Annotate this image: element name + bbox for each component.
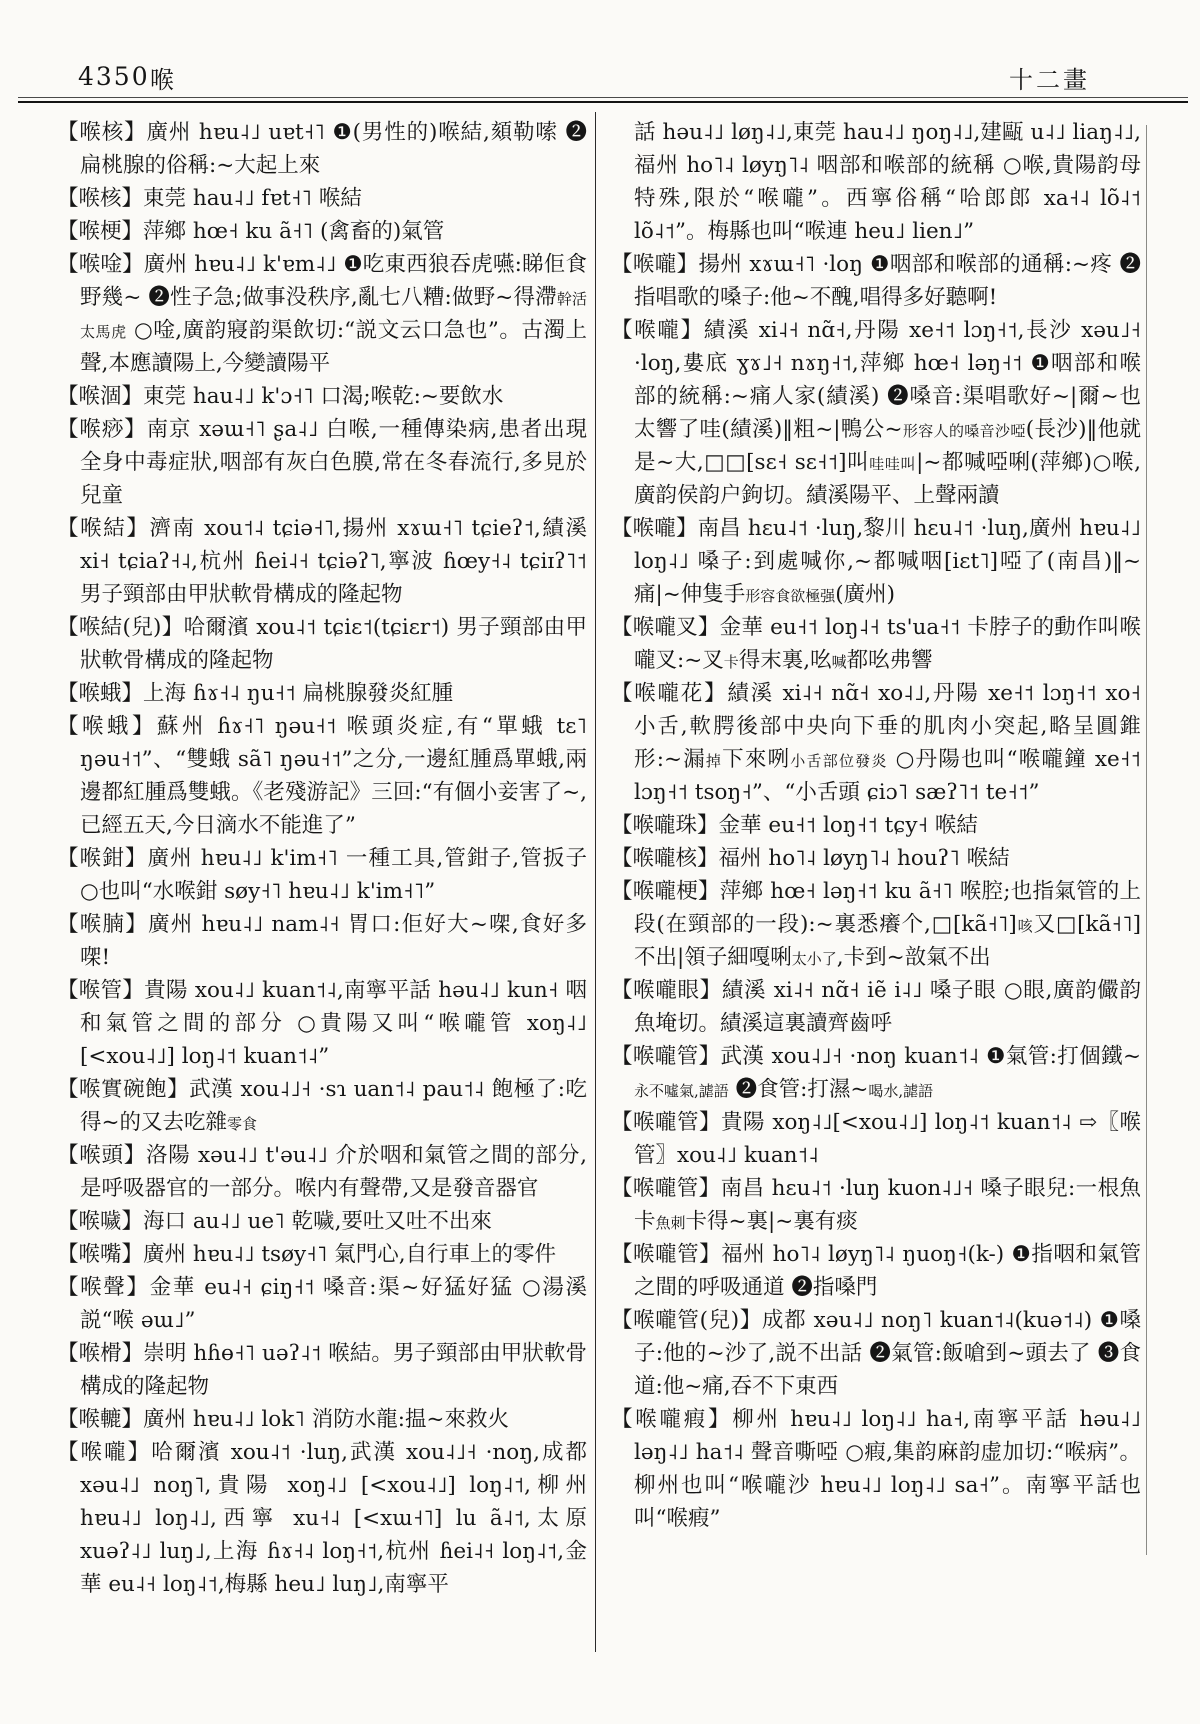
dictionary-entry bbox=[57, 1238, 587, 1271]
dictionary-entry bbox=[611, 1106, 1141, 1172]
entry-body: 南昌 hɛu˨˦ ·luŋ,黎川 hɛu˨˦ ·luŋ,廣州 hɐu˨˩ loŋ˨˩ 嗓子:到處喊你,~都喊咽[iɛt˥]啞了(南昌)‖~痛|~伸隻手形容食欲極强(廣州) bbox=[634, 516, 1141, 607]
dictionary-entry bbox=[57, 1337, 587, 1403]
entry-body: 廣州 hɐu˨˩ k'im˧˥ 一種工具,管鉗子,管扳子 ○也叫“水喉鉗 søy˧˥ hɐu˨˩ k'im˧˥” bbox=[80, 846, 587, 904]
entry-headword: 【喉嚨管】 bbox=[611, 1242, 722, 1267]
entry-headword: 【喉嚨核】 bbox=[611, 846, 719, 871]
guide-word: 喉 bbox=[150, 66, 174, 94]
dictionary-entry bbox=[611, 1238, 1141, 1304]
entry-headword: 【喉梗】 bbox=[57, 219, 144, 244]
entry-body: 績溪 xi˨˧ nɑ̃˧ iẽ i˨˩ 嗓子眼 ○眼,廣韵儼韵魚埯切。績溪這裏讀齊齒呼 bbox=[634, 978, 1141, 1036]
entry-body: 金華 eu˧˦ loŋ˧˦ tɕy˧ 喉結 bbox=[718, 813, 978, 838]
entry-body: 武漢 xou˨˩˧ ·noŋ kuan˦˨ ❶氣管:打個鐵~永不噓氣,謔語 ❷食管:打濕~喝水,謔語 bbox=[634, 1044, 1141, 1102]
entry-headword: 【喉涸】 bbox=[57, 384, 144, 409]
dictionary-entry bbox=[57, 512, 587, 611]
entry-headword: 【喉唫】 bbox=[57, 252, 144, 277]
entry-body: 東莞 hau˨˩ k'ɔ˧˥ 口渴;喉乾:~要飲水 bbox=[143, 384, 504, 409]
entry-headword: 【喉嚨】 bbox=[57, 1440, 152, 1465]
dictionary-entry bbox=[611, 1040, 1141, 1106]
entry-body: 萍鄉 hœ˧ ku ã˧˥ (禽畜的)氣管 bbox=[143, 219, 445, 244]
page-edge-line bbox=[1146, 125, 1147, 1555]
entry-body: 金華 eu˧˦ loŋ˨˧ ts'ua˧˦ 卡脖子的動作叫喉嚨叉:~叉卡得末裏,吆喊都吆弗響 bbox=[634, 615, 1141, 673]
dictionary-entry bbox=[57, 842, 587, 908]
entry-headword: 【喉核】 bbox=[57, 186, 144, 211]
entry-headword: 【喉嚨管】 bbox=[611, 1044, 721, 1069]
entry-headword: 【喉嚨叉】 bbox=[611, 615, 720, 640]
entry-body: 萍鄉 hœ˧ ləŋ˧˦ ku ã˧˥ 喉腔;也指氣管的上段(在頸部的一段):~裏悉癢个,□[kã˧˥]咳又□[kã˧˥]不出|領子細嘎唎太小了,卡到~敨氣不出 bbox=[634, 879, 1141, 970]
entry-body: 福州 ho˥˨ løyŋ˥˨ ŋuoŋ˧(k-) ❶指咽和氣管之間的呼吸通道 ❷指嗓門 bbox=[634, 1242, 1141, 1300]
entry-headword: 【喉核】 bbox=[57, 120, 147, 145]
entry-body: 績溪 xi˨˧ nɑ̃˧ xo˨˩,丹陽 xe˧˦ lɔŋ˧˦ xo˧ 小舌,軟腭後部中央向下垂的肌肉小突起,略呈圓錐形:~漏掉下來咧小舌部位發炎 ○丹陽也叫“喉嚨鐘 xe˧˦ lɔŋ˧˦ tsoŋ˧”、“小舌頭 ɕiɔ˥ sæʔ˥˦ te˧˦” bbox=[634, 681, 1141, 805]
entry-body: 金華 eu˨˧ ɕiŋ˧˦ 嗓音:渠~好猛好猛 ○湯溪説“喉 əɯ˩” bbox=[80, 1275, 587, 1333]
entry-headword: 【喉腩】 bbox=[57, 912, 148, 937]
dictionary-entry bbox=[611, 809, 1141, 842]
entry-headword: 【喉蛾】 bbox=[57, 714, 157, 739]
entry-headword: 【喉痧】 bbox=[57, 417, 147, 442]
dictionary-entry bbox=[611, 974, 1141, 1040]
dictionary-entry bbox=[611, 677, 1141, 809]
dictionary-entry bbox=[57, 1436, 587, 1601]
entry-body: 南昌 hɛu˨˦ ·luŋ kuon˨˩˧ 嗓子眼兒:一根魚卡魚刺卡得~裏|~裏有痰 bbox=[634, 1176, 1141, 1234]
entry-body: 績溪 xi˨˧ nɑ̃˧,丹陽 xe˧˦ lɔŋ˧˦,長沙 xəu˩˧ ·loŋ,婁底 ɣɤ˩˧ nɤŋ˧˦,萍鄉 hœ˧ ləŋ˧˦ ❶咽部和喉部的統稱:~痛人家(績溪) ❷嗓音:渠唱歌好~|爾~也太響了哇(績溪)‖粗~|鴨公~形容人的嗓音沙啞(長沙)‖他就是~大,□□[sɛ˧ sɛ˧˦]叫哇哇叫|~都喊啞唎(萍鄉)○喉,廣韵侯韵户鉤切。績溪陽平、上聲兩讀 bbox=[634, 318, 1141, 508]
entry-body: 東莞 hau˨˩ fɐt˧˥ 喉結 bbox=[143, 186, 362, 211]
entry-body: 成都 xəu˨˩ noŋ˥ kuan˦˨(kuə˦˨) ❶嗓子:他的~沙了,説不出話 ❷氣管:飯嗆到~頭去了 ❸食道:他~痛,吞不下東西 bbox=[634, 1308, 1141, 1399]
dictionary-entry bbox=[611, 1304, 1141, 1403]
dictionary-entry bbox=[57, 1271, 587, 1337]
entry-body: 武漢 xou˨˩˧ ·sɿ uan˦˨ pau˦˨ 飽極了:吃得~的又去吃雜零食 bbox=[80, 1077, 587, 1135]
entry-headword: 【喉管】 bbox=[57, 978, 145, 1003]
dictionary-entry bbox=[611, 512, 1141, 611]
entry-headword: 【喉嚨】 bbox=[611, 318, 704, 343]
entry-headword: 【喉嚨瘕】 bbox=[611, 1407, 733, 1432]
entry-headword: 【喉嚨眼】 bbox=[611, 978, 722, 1003]
entry-body: 海口 au˨˩ ue˥ 乾噦,要吐又吐不出來 bbox=[143, 1209, 492, 1234]
dictionary-entry bbox=[611, 1172, 1141, 1238]
header-rule bbox=[18, 97, 1188, 103]
dictionary-entry bbox=[57, 1403, 587, 1436]
entry-body: 話 həu˨˩ løŋ˨˩,東莞 hau˨˩ ŋoŋ˨˩,建甌 u˨˩ liaŋ˨˩,福州 ho˥˨ løyŋ˥˨ 咽部和喉部的統稱 ○喉,貴陽韵母特殊,限於“喉嚨”。西寧俗稱“哈郎郎 xa˧˨ lõ˨˦ lõ˨˦”。梅縣也叫“喉連 heu˩ lien˩” bbox=[634, 120, 1141, 244]
dictionary-entry bbox=[57, 908, 587, 974]
dictionary-entry bbox=[611, 248, 1141, 314]
entry-headword: 【喉嚨花】 bbox=[611, 681, 728, 706]
entry-headword: 【喉嚨管】 bbox=[611, 1176, 721, 1201]
entry-headword: 【喉聲】 bbox=[57, 1275, 150, 1300]
dictionary-entry bbox=[57, 215, 587, 248]
dictionary-entry bbox=[57, 248, 587, 380]
page-number: 4350 bbox=[78, 62, 150, 91]
right-column bbox=[611, 116, 1141, 1535]
entry-headword: 【喉轆】 bbox=[57, 1407, 144, 1432]
entry-headword: 【喉嚨珠】 bbox=[611, 813, 719, 838]
dictionary-entry bbox=[57, 413, 587, 512]
entry-body: 廣州 hɐu˨˩ lok˥ 消防水龍:揾~來救火 bbox=[143, 1407, 509, 1432]
dictionary-entry bbox=[611, 611, 1141, 677]
stroke-section-label: 十二畫 bbox=[1009, 66, 1090, 94]
dictionary-entry bbox=[57, 1073, 587, 1139]
entry-body: 蘇州 ɦɤ˧˥ ŋəu˧˦ 喉頭炎症,有“單蛾 tɛ˥ ŋəu˧˦”、“雙蛾 sã˥ ŋəu˧˦”之分,一邊紅腫爲單蛾,兩邊都紅腫爲雙蛾。《老殘游記》三回:“有個小妾害了~,已經五天,今日滴水不能進了” bbox=[80, 714, 587, 838]
dictionary-entry bbox=[57, 380, 587, 413]
entry-headword: 【喉嘴】 bbox=[57, 1242, 144, 1267]
entry-headword: 【喉嚨梗】 bbox=[611, 879, 720, 904]
entry-headword: 【喉嚨】 bbox=[611, 516, 698, 541]
dictionary-entry bbox=[611, 116, 1141, 248]
entry-body: 廣州 hɐu˨˩ nam˨˧ 胃口:佢好大~㗎,食好多㗎! bbox=[80, 912, 587, 970]
entry-body: 廣州 hɐu˨˩ tsøy˧˥ 氣門心,自行車上的零件 bbox=[143, 1242, 557, 1267]
entry-headword: 【喉結】 bbox=[57, 516, 150, 541]
dictionary-entry bbox=[57, 710, 587, 842]
entry-headword: 【喉榾】 bbox=[57, 1341, 144, 1366]
entry-headword: 【喉嚨管(兒)】 bbox=[611, 1308, 762, 1333]
dictionary-entry bbox=[57, 182, 587, 215]
entry-body: 洛陽 xəu˨˩ t'əu˨˩ 介於咽和氣管之間的部分,是呼吸器官的一部分。喉内有聲帶,又是發音器官 bbox=[80, 1143, 587, 1201]
dictionary-entry bbox=[611, 875, 1141, 974]
entry-headword: 【喉結(兒)】 bbox=[57, 615, 184, 640]
entry-body: 上海 ɦɤ˧˨ ŋu˧˦ 扁桃腺發炎紅腫 bbox=[143, 681, 454, 706]
entry-headword: 【喉實碗飽】 bbox=[57, 1077, 190, 1102]
entry-body: 崇明 hɦɵ˧˥ uəʔ˨˦ 喉結。男子頸部由甲狀軟骨構成的隆起物 bbox=[80, 1341, 587, 1399]
entry-body: 廣州 hɐu˨˩ k'ɐm˨˩ ❶吃東西狼吞虎嚥:睇佢食野幾~ ❷性子急;做事没秩序,亂七八糟:做野~得滯幹活太馬虎 ○唫,廣韵寢韵渠飲切:“説文云口急也”。古濁上聲,本應讀陽上,今變讀陽平 bbox=[80, 252, 587, 376]
dictionary-entry bbox=[611, 842, 1141, 875]
dictionary-entry bbox=[57, 116, 587, 182]
entry-headword: 【喉鉗】 bbox=[57, 846, 148, 871]
dictionary-entry bbox=[57, 677, 587, 710]
entry-body: 廣州 hɐu˨˩ uɐt˧˥ ❶(男性的)喉結,頦勒嗦 ❷扁桃腺的俗稱:~大起上來 bbox=[80, 120, 587, 178]
dictionary-entry bbox=[57, 974, 587, 1073]
entry-body: 貴陽 xoŋ˨˩[<xou˨˩] loŋ˨˦ kuan˦˨ ⇨〖喉管〗xou˨˩ kuan˦˨ bbox=[634, 1110, 1141, 1168]
dictionary-entry bbox=[57, 611, 587, 677]
entry-body: 南京 xəɯ˧˥ ʂa˨˩ 白喉,一種傳染病,患者出現全身中毒症狀,咽部有灰白色膜,常在冬春流行,多見於兒童 bbox=[80, 417, 587, 508]
entry-headword: 【喉嚨管】 bbox=[611, 1110, 721, 1135]
entry-headword: 【喉頭】 bbox=[57, 1143, 146, 1168]
left-column bbox=[57, 116, 587, 1601]
entry-headword: 【喉嚨】 bbox=[611, 252, 699, 277]
entry-body: 濟南 xou˦˨ tɕiə˧˥,揚州 xɤɯ˧˥ tɕieʔ˦,績溪 xi˧ tɕiaʔ˧˨,杭州 ɦei˨˧ tɕiəʔ˥,寧波 ɦœy˧˨ tɕiɪʔ˥˦ 男子頸部由甲狀軟骨構成的隆起物 bbox=[80, 516, 587, 607]
entry-headword: 【喉噦】 bbox=[57, 1209, 144, 1234]
dictionary-entry bbox=[611, 1403, 1141, 1535]
dictionary-entry bbox=[57, 1205, 587, 1238]
dictionary-entry bbox=[57, 1139, 587, 1205]
entry-headword: 【喉蛾】 bbox=[57, 681, 144, 706]
entry-body: 福州 ho˥˨ løyŋ˥˨ houʔ˥ 喉結 bbox=[718, 846, 1010, 871]
page-header bbox=[0, 58, 1200, 98]
entry-body: 貴陽 xou˨˩ kuan˦˨,南寧平話 həu˨˩ kun˧ 咽和氣管之間的部分 ○貴陽又叫“喉嚨管 xoŋ˨˩ [<xou˨˩] loŋ˨˦ kuan˦˨” bbox=[80, 978, 587, 1069]
dictionary-entry bbox=[611, 314, 1141, 512]
column-divider bbox=[595, 112, 596, 1652]
entry-body: 哈爾濱 xou˨˦ tɕiɛ˦(tɕiɛr˦) 男子頸部由甲狀軟骨構成的隆起物 bbox=[80, 615, 587, 673]
entry-body: 哈爾濱 xou˨˦ ·luŋ,武漢 xou˨˩˧ ·noŋ,成都 xəu˨˩ noŋ˥,貴陽 xoŋ˨˩ [<xou˨˩] loŋ˨˦,柳州 hɐu˨˩ loŋ˨˩,西寧 xu˧˨ [<xɯ˧˥] lu ã˨˦,太原 xuəʔ˨˩ luŋ˩,上海 ɦɤ˧˨ loŋ˧˦,杭州 ɦei˨˧ loŋ˨˦,金華 eu˨˧ loŋ˨˦,梅縣 heu˩ luŋ˩,南寧平 bbox=[80, 1440, 587, 1597]
entry-body: 柳州 hɐu˨˩ loŋ˨˩ ha˧,南寧平話 həu˨˩ ləŋ˨˩ ha˦˨ 聲音嘶啞 ○瘕,集韵麻韵虚加切:“喉病”。柳州也叫“喉嚨沙 hɐu˨˩ loŋ˨˩ sa˧”。南寧平話也叫“喉瘕” bbox=[634, 1407, 1141, 1531]
entry-body: 揚州 xɤɯ˧˥ ·loŋ ❶咽部和喉部的通稱:~疼 ❷指唱歌的嗓子:他~不醜,唱得多好聽啊! bbox=[634, 252, 1141, 310]
